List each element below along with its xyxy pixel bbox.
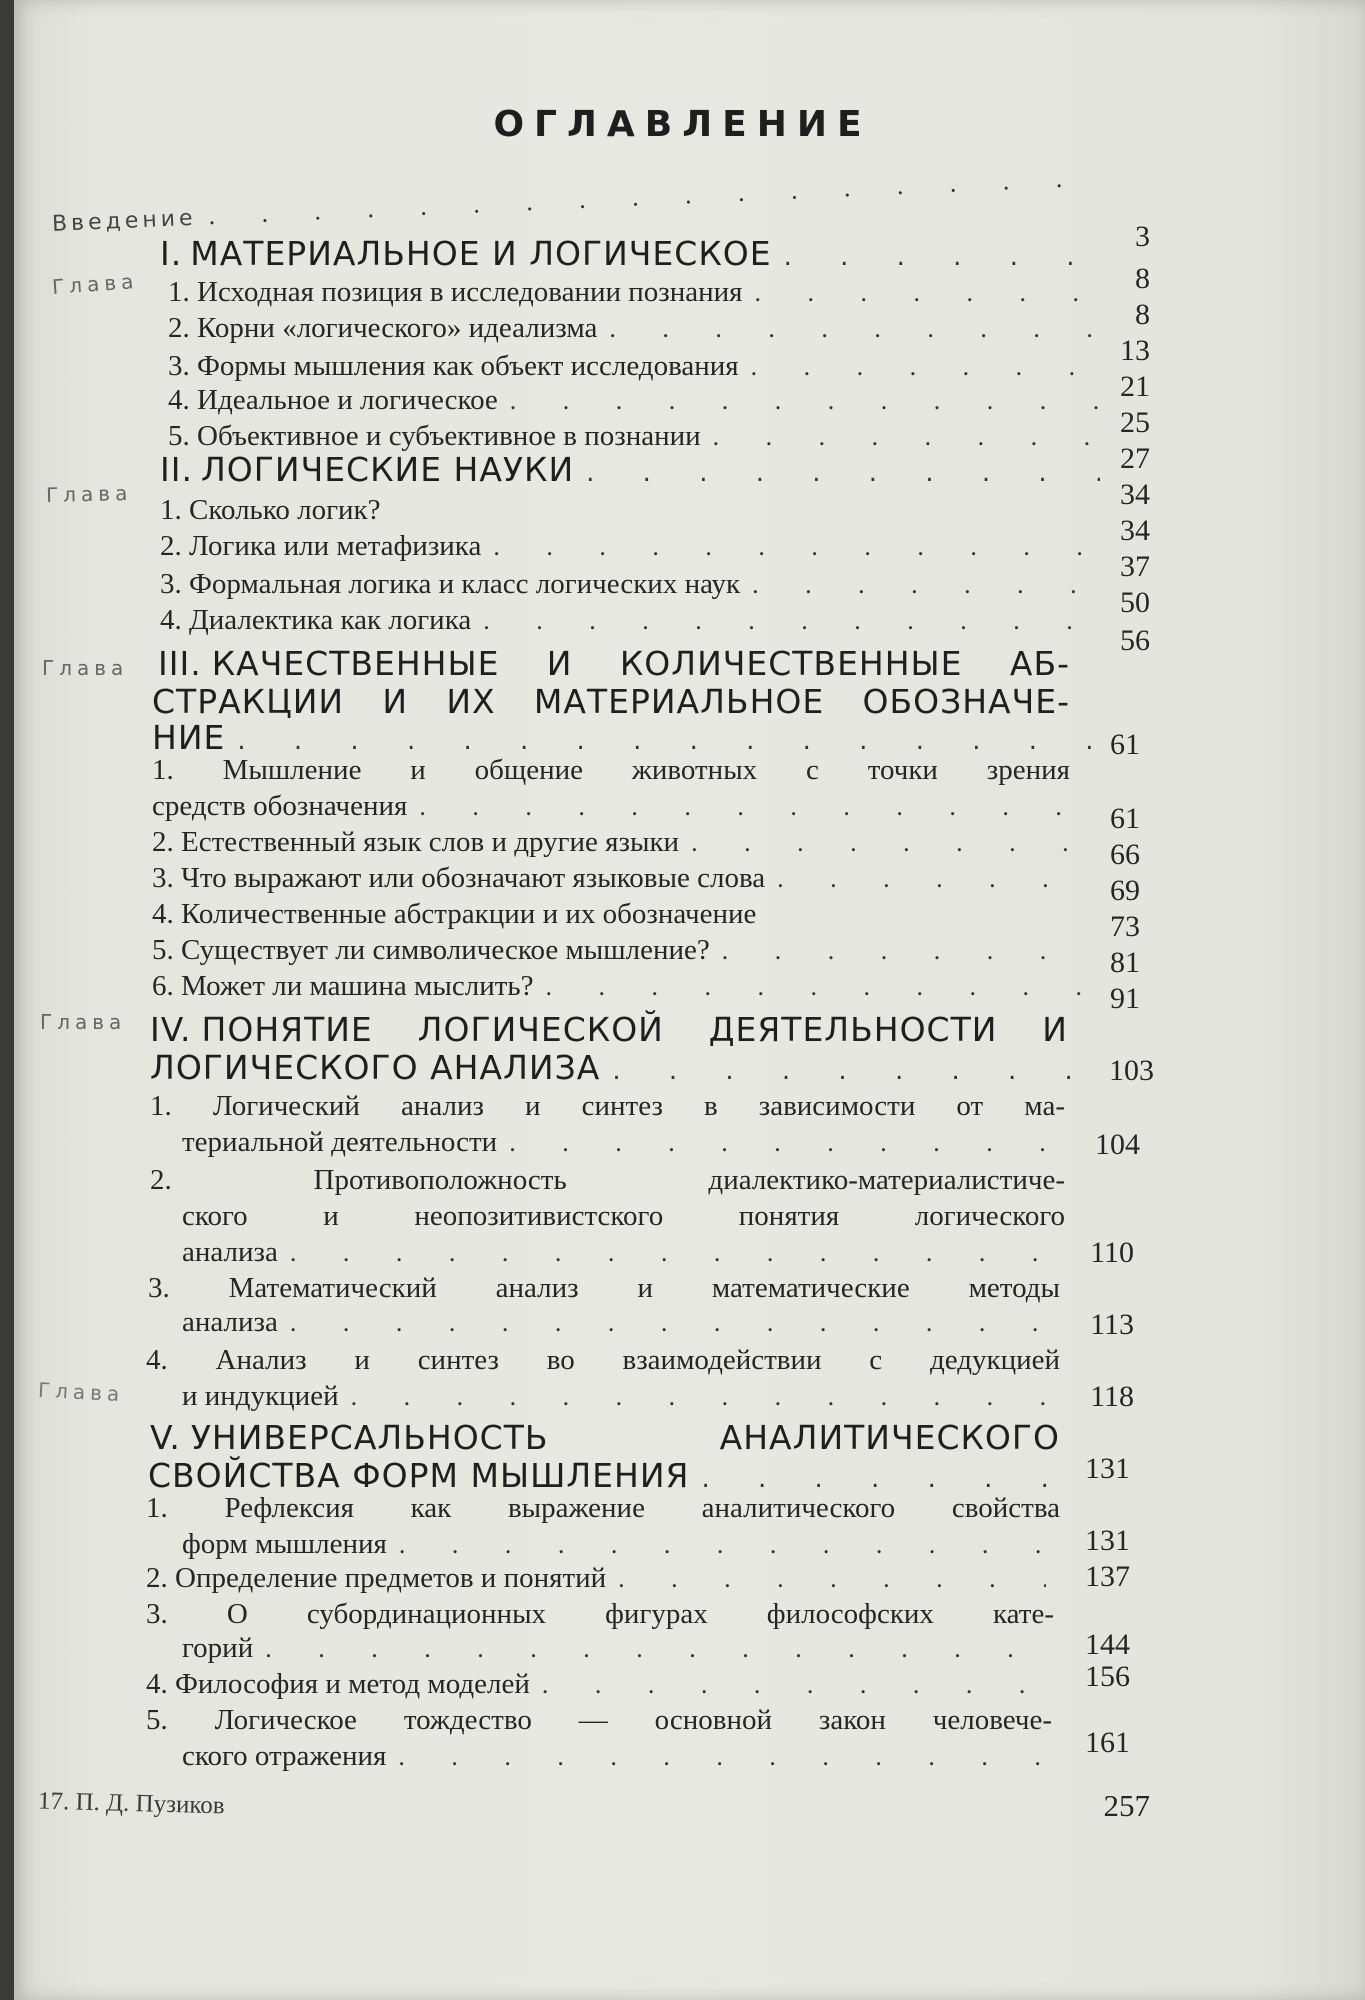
toc-section: 1. Логический анализ и синтез в зависимости от ма- (150, 1090, 1065, 1122)
section-page: 13 (1120, 334, 1150, 367)
chapter-label: Глава (40, 1010, 127, 1034)
toc-section: 1. Сколько логик? (160, 494, 381, 526)
chapter-title: II. ЛОГИЧЕСКИЕ НАУКИ . . . (160, 450, 1100, 489)
chapter-page: 61 (1110, 728, 1140, 761)
toc-section: 5. Логическое тождество — основной закон человече- (146, 1704, 1052, 1736)
toc-section: 2. Противоположность диалектико-материалистиче- (150, 1164, 1065, 1196)
section-page: 25 (1120, 406, 1150, 439)
page-number: 257 (1103, 1788, 1150, 1823)
section-page: 81 (1110, 946, 1140, 979)
chapter-title: V. УНИВЕРСАЛЬНОСТЬ АНАЛИТИЧЕСКОГО (150, 1418, 1060, 1457)
section-page: 156 (1085, 1660, 1130, 1693)
toc-section: 3. Математический анализ и математические методы (148, 1272, 1060, 1304)
section-page: 161 (1085, 1726, 1130, 1759)
chapter-label: Глава (42, 656, 129, 680)
toc-section-cont: анализа . . . (182, 1306, 1067, 1339)
section-page: 113 (1090, 1308, 1134, 1341)
section-page: 56 (1120, 624, 1150, 657)
toc-section: 4. Философия и метод моделей . . . (146, 1668, 1046, 1701)
chapter-title: I. МАТЕРИАЛЬНОЕ И ЛОГИЧЕСКОЕ . . . (160, 234, 1100, 273)
toc-section-cont: и индукцией . . . (182, 1380, 1067, 1413)
toc-section-cont: форм мышления . . . (182, 1528, 1062, 1561)
section-page: 37 (1120, 550, 1150, 583)
toc-section: 1. Исходная позиция в исследовании познания . . . (168, 276, 1108, 309)
section-page: 69 (1110, 874, 1140, 907)
toc-section: 3. О субординационных фигурах философских кате- (146, 1598, 1054, 1630)
section-page: 50 (1120, 586, 1150, 619)
section-page: 131 (1085, 1524, 1130, 1557)
toc-section-cont: ского отражения . . . (182, 1740, 1062, 1773)
chapter-title-cont: НИЕ . . . (152, 718, 1092, 757)
chapter-title-cont: ЛОГИЧЕСКОГО АНАЛИЗА . . . (150, 1048, 1080, 1087)
toc-section-cont: горий . . . (182, 1632, 1062, 1665)
section-page: 66 (1110, 838, 1140, 871)
page-title: ОГЛАВЛЕНИЕ (493, 104, 872, 145)
section-page: 91 (1110, 982, 1140, 1015)
toc-section: 2. Естественный язык слов и другие языки . . . (152, 826, 1092, 859)
signature-mark: 17. П. Д. Пузиков (37, 1787, 225, 1820)
toc-section: 4. Диалектика как логика . . . (160, 604, 1100, 637)
toc-section: 1. Мышление и общение животных с точки зрения (152, 754, 1070, 786)
chapter-title-cont: СТРАКЦИИ И ИХ МАТЕРИАЛЬНОЕ ОБОЗНАЧЕ- (152, 682, 1070, 721)
toc-intro (51, 162, 1101, 238)
toc-section: 4. Идеальное и логическое . . . (168, 384, 1108, 417)
chapter-title: III. КАЧЕСТВЕННЫЕ И КОЛИЧЕСТВЕННЫЕ АБ- (158, 644, 1070, 683)
toc-section: 3. Что выражают или обозначают языковые слова . . . (152, 862, 1092, 895)
toc-section-cont: средств обозначения . . . (152, 790, 1092, 823)
toc-section: 2. Определение предметов и понятий . . . (146, 1562, 1046, 1595)
section-page: 27 (1120, 442, 1150, 475)
dot-leader (586, 458, 1100, 488)
toc-section: 2. Корни «логического» идеализма . . . (168, 312, 1108, 345)
section-page: 73 (1110, 910, 1140, 943)
dot-leader (208, 162, 1102, 231)
toc-section-cont: териальной деятельности . . . (182, 1126, 1082, 1159)
toc-section: 2. Логика или метафизика . . . (160, 530, 1100, 563)
section-page: 8 (1135, 298, 1150, 331)
toc-section: 4. Количественные абстракции и их обозначение (152, 898, 757, 930)
toc-section-cont: ского и неопозитивистского понятия логического (182, 1200, 1065, 1232)
chapter-title-cont: СВОЙСТВА ФОРМ МЫШЛЕНИЯ . . . (148, 1456, 1048, 1495)
toc-section: 3. Формы мышления как объект исследования . . . (168, 350, 1108, 383)
intro-page: 3 (1135, 220, 1150, 253)
chapter-page: 131 (1085, 1452, 1130, 1485)
chapter-label: Глава (51, 269, 140, 299)
section-page: 137 (1085, 1560, 1130, 1593)
toc-section: 6. Может ли машина мыслить? . . . (152, 970, 1092, 1003)
toc-section: 3. Формальная логика и класс логических наук . . . (160, 568, 1100, 601)
chapter-page: 34 (1120, 478, 1150, 511)
section-page: 144 (1085, 1628, 1130, 1661)
toc-section: 1. Рефлексия как выражение аналитического свойства (146, 1492, 1060, 1524)
chapter-title: IV. ПОНЯТИЕ ЛОГИЧЕСКОЙ ДЕЯТЕЛЬНОСТИ И (150, 1010, 1068, 1049)
section-page: 104 (1095, 1128, 1140, 1161)
toc-section: 4. Анализ и синтез во взаимодействии с дедукцией (146, 1344, 1060, 1376)
chapter-label: Глава (37, 1377, 125, 1407)
chapter-page: 8 (1135, 262, 1150, 295)
toc-section: 5. Существует ли символическое мышление? . . . (152, 934, 1092, 967)
chapter-page: 103 (1109, 1054, 1154, 1087)
toc-section-cont: анализа . . . (182, 1236, 1067, 1269)
chapter-label: Глава (45, 480, 133, 508)
section-page: 34 (1120, 514, 1150, 547)
toc-section: 5. Объективное и субъективное в познании . . . (168, 420, 1108, 453)
section-page: 118 (1090, 1380, 1134, 1413)
section-page: 61 (1110, 802, 1140, 835)
section-page: 21 (1120, 370, 1150, 403)
intro-label: Введение (51, 205, 198, 237)
section-page: 110 (1090, 1236, 1134, 1269)
dot-leader (784, 242, 1100, 272)
